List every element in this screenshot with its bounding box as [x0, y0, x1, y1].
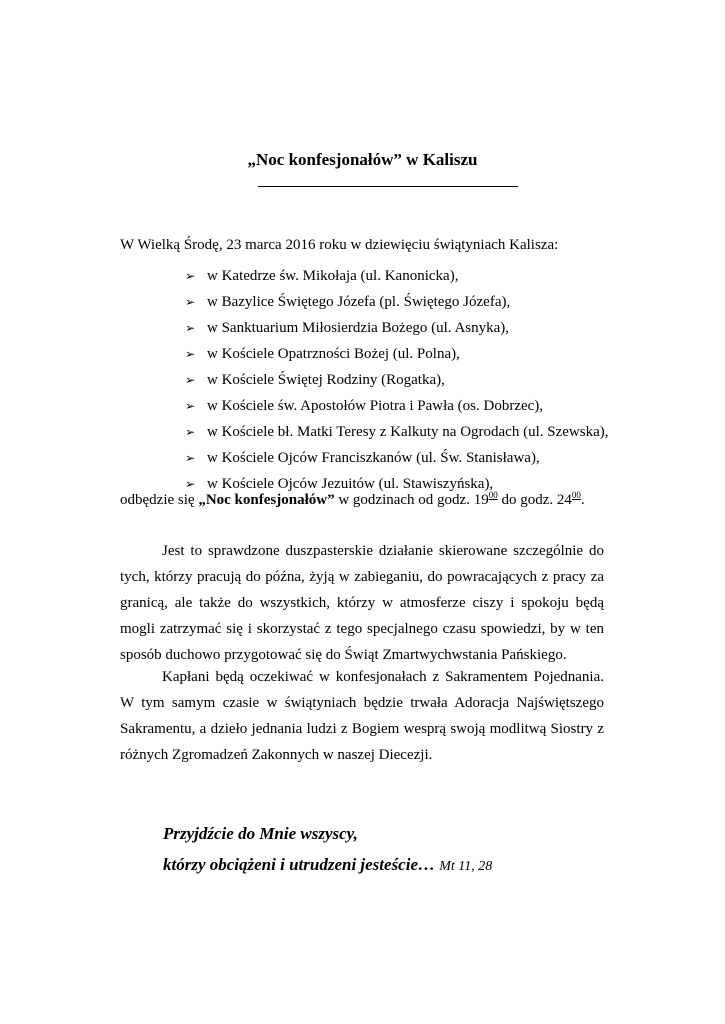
quote-line: którzy obciążeni i utrudzeni jesteście… Mt 11, 28 — [163, 855, 493, 874]
list-item: ➢ w Bazylice Świętego Józefa (pl. Świętego Józefa), — [185, 289, 608, 315]
arrowhead-bullet-icon: ➢ — [185, 295, 196, 309]
quote-reference: Mt 11, 28 — [439, 859, 493, 874]
event-time-sentence: odbędzie się „Noc konfesjonałów” w godzinach od godz. $19^{00}$ do godz. $24^{00}$. — [120, 490, 585, 508]
church-list — [185, 263, 608, 497]
list-item: ➢ w Sanktuarium Miłosierdzia Bożego (ul. Asnyka), — [185, 315, 608, 341]
arrowhead-bullet-icon: ➢ — [185, 451, 196, 465]
arrowhead-bullet-icon: ➢ — [185, 321, 196, 335]
arrowhead-bullet-icon: ➢ — [185, 347, 196, 361]
arrowhead-bullet-icon: ➢ — [185, 477, 196, 491]
arrowhead-bullet-icon: ➢ — [185, 399, 196, 413]
list-item: ➢ w Katedrze św. Mikołaja (ul. Kanonicka), — [185, 263, 608, 289]
list-item: ➢ w Kościele Ojców Jezuitów (ul. Stawiszyńska), — [185, 471, 608, 497]
arrowhead-bullet-icon: ➢ — [185, 425, 196, 439]
quote-line: Przyjdźcie do Mnie wszyscy, — [163, 824, 358, 843]
scripture-quote — [163, 818, 492, 882]
list-item: ➢ w Kościele Opatrzności Bożej (ul. Polna), — [185, 341, 608, 367]
arrowhead-bullet-icon: ➢ — [185, 373, 196, 387]
start-minutes: 00 — [488, 490, 498, 500]
list-item: ➢ w Kościele św. Apostołów Piotra i Pawła (os. Dobrzec), — [185, 393, 608, 419]
list-item: ➢ w Kościele bł. Matki Teresy z Kalkuty na Ogrodach (ul. Szewska), — [185, 419, 608, 445]
paragraph-description: Jest to sprawdzone duszpasterskie działanie skierowane szczególnie do tych, którzy pracują do późna, żyją w zabieganiu, do powracających z pracy za granicą, ale także do wszystkich, którzy w atmosferze ciszy i spokoju będą mogli zatrzymać się i skorzystać z tego specjalnego czasu spowiedzi, by w ten sposób duchowo przygotować się do Świąt Zmartwychwstania Pańskiego. — [120, 543, 604, 663]
document-title: „Noc konfesjonałów” w Kaliszu — [247, 150, 478, 169]
intro-text: W Wielką Środę, 23 marca 2016 roku w dziewięciu świątyniach Kalisza: — [120, 237, 559, 253]
title-underline — [258, 186, 518, 187]
paragraph-priests: Kapłani będą oczekiwać w konfesjonałach z Sakramentem Pojednania. W tym samym czasie w świątyniach będzie trwała Adoracja Najświętszego Sakramentu, a dzieło jednania ludzi z Bogiem wesprą swoją modlitwą Siostry z różnych Zgromadzeń Zakonnych w naszej Diecezji. — [120, 669, 604, 763]
event-name: „Noc konfesjonałów” — [198, 492, 335, 508]
end-minutes: 00 — [571, 490, 581, 500]
list-item: ➢ w Kościele Ojców Franciszkanów (ul. Św. Stanisława), — [185, 445, 608, 471]
arrowhead-bullet-icon: ➢ — [185, 269, 196, 283]
list-item: ➢ w Kościele Świętej Rodziny (Rogatka), — [185, 367, 608, 393]
